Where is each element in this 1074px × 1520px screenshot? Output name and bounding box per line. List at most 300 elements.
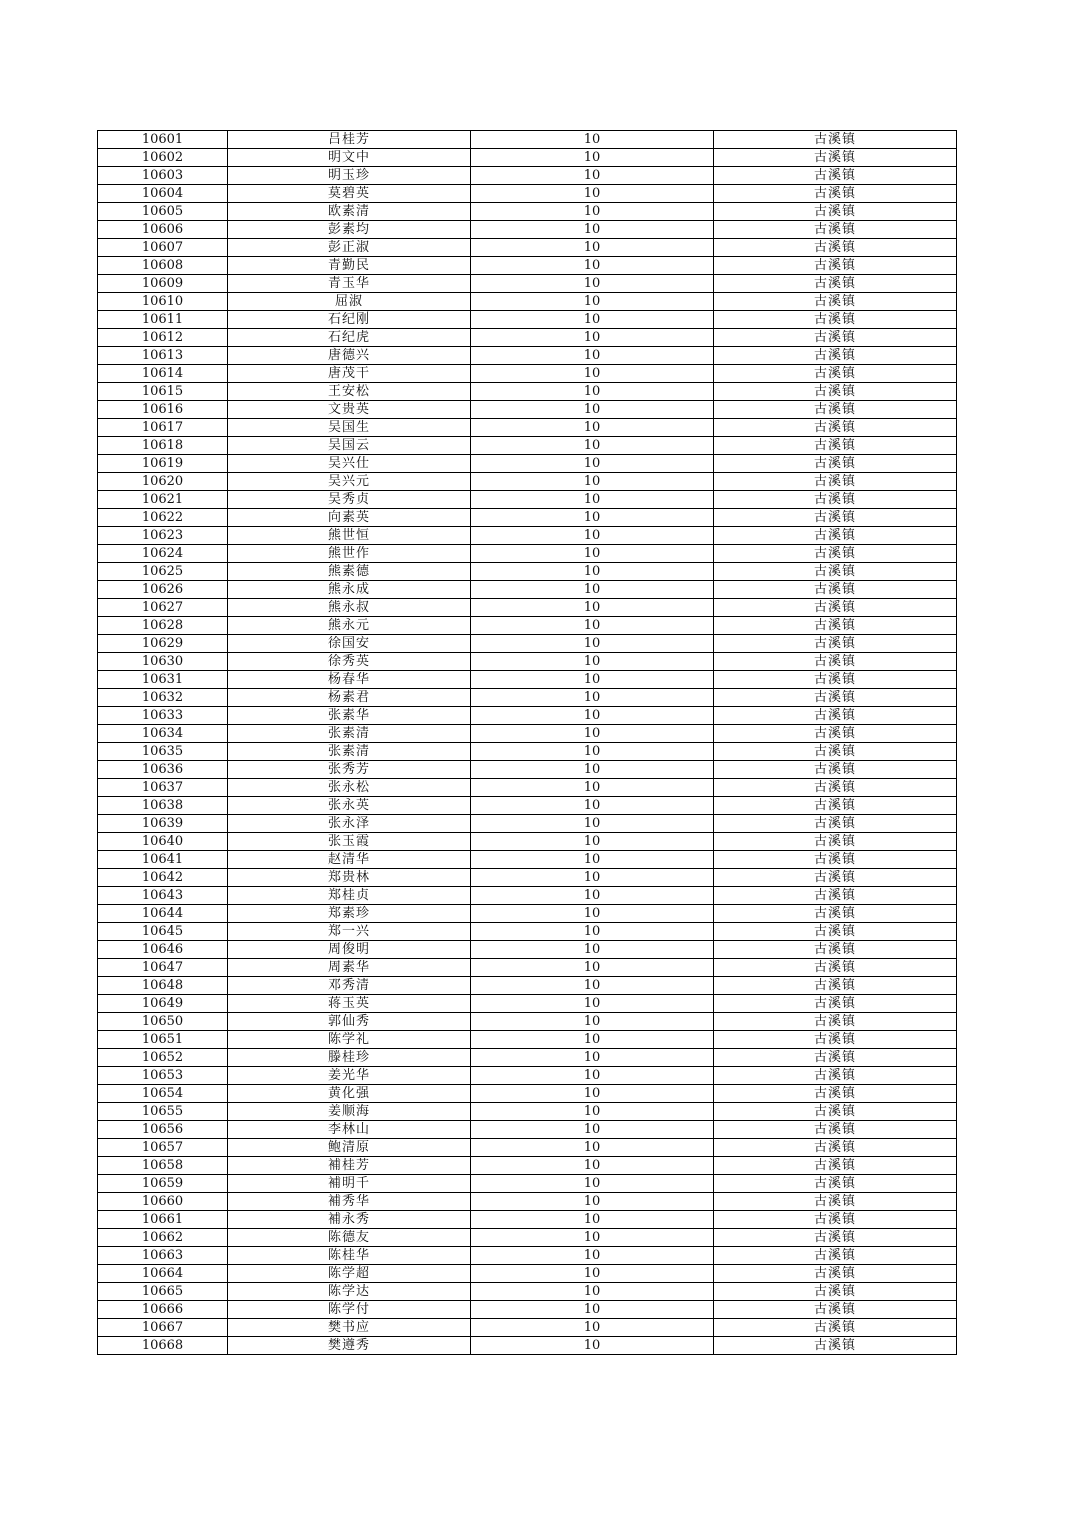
- cell-name: 石纪刚: [228, 311, 471, 329]
- table-row: [98, 149, 957, 167]
- table-row: [98, 959, 957, 977]
- cell-id: 10643: [98, 887, 228, 905]
- table-row: [98, 1103, 957, 1121]
- cell-amount: 10: [471, 689, 714, 707]
- table-row: [98, 1013, 957, 1031]
- cell-name: 张素清: [228, 725, 471, 743]
- cell-amount: 10: [471, 473, 714, 491]
- table-row: [98, 311, 957, 329]
- cell-name: 熊永成: [228, 581, 471, 599]
- cell-id: 10601: [98, 131, 228, 149]
- cell-name: 张秀芳: [228, 761, 471, 779]
- cell-name: 郑一兴: [228, 923, 471, 941]
- table-row: [98, 707, 957, 725]
- cell-town: 古溪镇: [714, 923, 957, 941]
- cell-amount: 10: [471, 509, 714, 527]
- cell-name: 熊永元: [228, 617, 471, 635]
- cell-name: 唐茂干: [228, 365, 471, 383]
- cell-town: 古溪镇: [714, 743, 957, 761]
- table-row: [98, 1283, 957, 1301]
- table-row: [98, 545, 957, 563]
- table-row: [98, 1301, 957, 1319]
- cell-id: 10608: [98, 257, 228, 275]
- cell-town: 古溪镇: [714, 1337, 957, 1355]
- cell-name: 张永松: [228, 779, 471, 797]
- cell-id: 10640: [98, 833, 228, 851]
- table-row: [98, 905, 957, 923]
- cell-name: 张玉霞: [228, 833, 471, 851]
- cell-town: 古溪镇: [714, 1301, 957, 1319]
- cell-id: 10656: [98, 1121, 228, 1139]
- cell-id: 10665: [98, 1283, 228, 1301]
- cell-name: 陈桂华: [228, 1247, 471, 1265]
- table-row: [98, 1085, 957, 1103]
- cell-town: 古溪镇: [714, 1229, 957, 1247]
- cell-town: 古溪镇: [714, 491, 957, 509]
- table-row: [98, 797, 957, 815]
- cell-amount: 10: [471, 1049, 714, 1067]
- cell-name: 彭素均: [228, 221, 471, 239]
- cell-town: 古溪镇: [714, 725, 957, 743]
- table-row: [98, 977, 957, 995]
- cell-name: 李林山: [228, 1121, 471, 1139]
- cell-amount: 10: [471, 293, 714, 311]
- cell-town: 古溪镇: [714, 635, 957, 653]
- cell-amount: 10: [471, 1085, 714, 1103]
- cell-name: 张素清: [228, 743, 471, 761]
- cell-id: 10645: [98, 923, 228, 941]
- cell-amount: 10: [471, 1031, 714, 1049]
- cell-name: 補桂芳: [228, 1157, 471, 1175]
- cell-town: 古溪镇: [714, 1175, 957, 1193]
- table-row: [98, 1319, 957, 1337]
- cell-amount: 10: [471, 995, 714, 1013]
- table-row: [98, 1211, 957, 1229]
- cell-town: 古溪镇: [714, 1067, 957, 1085]
- cell-amount: 10: [471, 797, 714, 815]
- cell-name: 黄化强: [228, 1085, 471, 1103]
- cell-id: 10661: [98, 1211, 228, 1229]
- cell-amount: 10: [471, 1247, 714, 1265]
- cell-name: 樊遵秀: [228, 1337, 471, 1355]
- table-row: [98, 671, 957, 689]
- cell-town: 古溪镇: [714, 527, 957, 545]
- cell-id: 10603: [98, 167, 228, 185]
- cell-name: 欧素清: [228, 203, 471, 221]
- cell-id: 10660: [98, 1193, 228, 1211]
- table-row: [98, 689, 957, 707]
- table-row: [98, 635, 957, 653]
- cell-name: 姜顺海: [228, 1103, 471, 1121]
- cell-id: 10619: [98, 455, 228, 473]
- cell-amount: 10: [471, 1067, 714, 1085]
- cell-amount: 10: [471, 743, 714, 761]
- cell-name: 吴兴元: [228, 473, 471, 491]
- table-row: [98, 473, 957, 491]
- cell-amount: 10: [471, 1265, 714, 1283]
- cell-town: 古溪镇: [714, 1157, 957, 1175]
- table-row: [98, 1247, 957, 1265]
- cell-name: 郑桂贞: [228, 887, 471, 905]
- cell-town: 古溪镇: [714, 1283, 957, 1301]
- roster-sheet: [97, 130, 956, 1355]
- table-row: [98, 509, 957, 527]
- cell-town: 古溪镇: [714, 311, 957, 329]
- table-row: [98, 221, 957, 239]
- cell-amount: 10: [471, 761, 714, 779]
- cell-amount: 10: [471, 203, 714, 221]
- cell-name: 陈学付: [228, 1301, 471, 1319]
- cell-amount: 10: [471, 617, 714, 635]
- cell-town: 古溪镇: [714, 563, 957, 581]
- cell-id: 10651: [98, 1031, 228, 1049]
- cell-id: 10623: [98, 527, 228, 545]
- cell-name: 向素英: [228, 509, 471, 527]
- cell-town: 古溪镇: [714, 473, 957, 491]
- cell-name: 文贵英: [228, 401, 471, 419]
- cell-id: 10617: [98, 419, 228, 437]
- table-row: [98, 1193, 957, 1211]
- table-row: [98, 941, 957, 959]
- cell-id: 10668: [98, 1337, 228, 1355]
- cell-town: 古溪镇: [714, 275, 957, 293]
- roster-table: [97, 130, 957, 1355]
- cell-name: 吴兴仕: [228, 455, 471, 473]
- cell-town: 古溪镇: [714, 257, 957, 275]
- cell-town: 古溪镇: [714, 617, 957, 635]
- cell-town: 古溪镇: [714, 347, 957, 365]
- cell-id: 10610: [98, 293, 228, 311]
- table-row: [98, 491, 957, 509]
- cell-name: 補永秀: [228, 1211, 471, 1229]
- table-row: [98, 203, 957, 221]
- cell-name: 熊世作: [228, 545, 471, 563]
- cell-name: 唐德兴: [228, 347, 471, 365]
- table-row: [98, 131, 957, 149]
- cell-amount: 10: [471, 671, 714, 689]
- cell-amount: 10: [471, 1121, 714, 1139]
- cell-amount: 10: [471, 149, 714, 167]
- cell-amount: 10: [471, 905, 714, 923]
- cell-name: 杨素君: [228, 689, 471, 707]
- table-row: [98, 437, 957, 455]
- cell-id: 10646: [98, 941, 228, 959]
- cell-id: 10648: [98, 977, 228, 995]
- cell-town: 古溪镇: [714, 509, 957, 527]
- cell-town: 古溪镇: [714, 149, 957, 167]
- cell-amount: 10: [471, 275, 714, 293]
- cell-town: 古溪镇: [714, 383, 957, 401]
- cell-town: 古溪镇: [714, 1265, 957, 1283]
- cell-town: 古溪镇: [714, 599, 957, 617]
- cell-id: 10621: [98, 491, 228, 509]
- cell-id: 10607: [98, 239, 228, 257]
- cell-name: 张永英: [228, 797, 471, 815]
- table-row: [98, 869, 957, 887]
- cell-id: 10634: [98, 725, 228, 743]
- cell-town: 古溪镇: [714, 1211, 957, 1229]
- cell-town: 古溪镇: [714, 1103, 957, 1121]
- cell-town: 古溪镇: [714, 707, 957, 725]
- cell-amount: 10: [471, 1301, 714, 1319]
- cell-town: 古溪镇: [714, 1013, 957, 1031]
- cell-town: 古溪镇: [714, 977, 957, 995]
- cell-name: 滕桂珍: [228, 1049, 471, 1067]
- cell-amount: 10: [471, 851, 714, 869]
- cell-town: 古溪镇: [714, 671, 957, 689]
- cell-id: 10647: [98, 959, 228, 977]
- cell-amount: 10: [471, 941, 714, 959]
- cell-town: 古溪镇: [714, 1139, 957, 1157]
- cell-amount: 10: [471, 1229, 714, 1247]
- cell-id: 10666: [98, 1301, 228, 1319]
- cell-id: 10620: [98, 473, 228, 491]
- cell-id: 10655: [98, 1103, 228, 1121]
- table-row: [98, 1265, 957, 1283]
- cell-id: 10642: [98, 869, 228, 887]
- cell-id: 10654: [98, 1085, 228, 1103]
- table-row: [98, 401, 957, 419]
- cell-amount: 10: [471, 563, 714, 581]
- cell-id: 10650: [98, 1013, 228, 1031]
- cell-id: 10609: [98, 275, 228, 293]
- cell-town: 古溪镇: [714, 203, 957, 221]
- table-row: [98, 599, 957, 617]
- cell-amount: 10: [471, 1013, 714, 1031]
- cell-town: 古溪镇: [714, 995, 957, 1013]
- cell-amount: 10: [471, 725, 714, 743]
- table-row: [98, 887, 957, 905]
- cell-id: 10622: [98, 509, 228, 527]
- cell-name: 莫碧英: [228, 185, 471, 203]
- cell-name: 明玉珍: [228, 167, 471, 185]
- cell-id: 10606: [98, 221, 228, 239]
- cell-amount: 10: [471, 1319, 714, 1337]
- cell-town: 古溪镇: [714, 401, 957, 419]
- cell-amount: 10: [471, 977, 714, 995]
- table-row: [98, 1175, 957, 1193]
- cell-name: 吴秀贞: [228, 491, 471, 509]
- cell-name: 石纪虎: [228, 329, 471, 347]
- cell-id: 10639: [98, 815, 228, 833]
- table-row: [98, 1049, 957, 1067]
- cell-id: 10644: [98, 905, 228, 923]
- cell-town: 古溪镇: [714, 221, 957, 239]
- cell-name: 郑贵林: [228, 869, 471, 887]
- cell-name: 熊世恒: [228, 527, 471, 545]
- table-row: [98, 185, 957, 203]
- cell-town: 古溪镇: [714, 959, 957, 977]
- cell-name: 赵清华: [228, 851, 471, 869]
- roster-table-body: [98, 131, 957, 1355]
- cell-town: 古溪镇: [714, 1085, 957, 1103]
- cell-amount: 10: [471, 455, 714, 473]
- cell-id: 10659: [98, 1175, 228, 1193]
- cell-amount: 10: [471, 221, 714, 239]
- table-row: [98, 995, 957, 1013]
- cell-amount: 10: [471, 887, 714, 905]
- cell-town: 古溪镇: [714, 239, 957, 257]
- table-row: [98, 455, 957, 473]
- cell-town: 古溪镇: [714, 1049, 957, 1067]
- cell-id: 10636: [98, 761, 228, 779]
- cell-amount: 10: [471, 527, 714, 545]
- cell-id: 10613: [98, 347, 228, 365]
- table-row: [98, 653, 957, 671]
- table-row: [98, 833, 957, 851]
- cell-name: 姜光华: [228, 1067, 471, 1085]
- cell-id: 10658: [98, 1157, 228, 1175]
- cell-town: 古溪镇: [714, 653, 957, 671]
- cell-name: 陈学达: [228, 1283, 471, 1301]
- cell-id: 10629: [98, 635, 228, 653]
- cell-id: 10635: [98, 743, 228, 761]
- cell-town: 古溪镇: [714, 1121, 957, 1139]
- table-row: [98, 419, 957, 437]
- cell-amount: 10: [471, 239, 714, 257]
- cell-amount: 10: [471, 581, 714, 599]
- cell-town: 古溪镇: [714, 293, 957, 311]
- cell-name: 補秀华: [228, 1193, 471, 1211]
- cell-amount: 10: [471, 1157, 714, 1175]
- table-row: [98, 761, 957, 779]
- cell-amount: 10: [471, 635, 714, 653]
- cell-name: 郭仙秀: [228, 1013, 471, 1031]
- cell-id: 10612: [98, 329, 228, 347]
- cell-name: 陈学超: [228, 1265, 471, 1283]
- cell-name: 张永泽: [228, 815, 471, 833]
- table-row: [98, 581, 957, 599]
- cell-name: 徐秀英: [228, 653, 471, 671]
- cell-town: 古溪镇: [714, 1247, 957, 1265]
- table-row: [98, 779, 957, 797]
- cell-id: 10630: [98, 653, 228, 671]
- cell-id: 10631: [98, 671, 228, 689]
- table-row: [98, 527, 957, 545]
- cell-id: 10637: [98, 779, 228, 797]
- cell-name: 陈学礼: [228, 1031, 471, 1049]
- table-row: [98, 1229, 957, 1247]
- table-row: [98, 239, 957, 257]
- table-row: [98, 293, 957, 311]
- table-row: [98, 1121, 957, 1139]
- cell-name: 杨春华: [228, 671, 471, 689]
- cell-id: 10652: [98, 1049, 228, 1067]
- cell-town: 古溪镇: [714, 131, 957, 149]
- cell-name: 熊永叔: [228, 599, 471, 617]
- cell-id: 10632: [98, 689, 228, 707]
- cell-amount: 10: [471, 833, 714, 851]
- cell-name: 屈淑: [228, 293, 471, 311]
- cell-id: 10616: [98, 401, 228, 419]
- cell-town: 古溪镇: [714, 797, 957, 815]
- cell-id: 10633: [98, 707, 228, 725]
- cell-town: 古溪镇: [714, 365, 957, 383]
- cell-name: 张素华: [228, 707, 471, 725]
- cell-town: 古溪镇: [714, 1193, 957, 1211]
- table-row: [98, 383, 957, 401]
- cell-id: 10657: [98, 1139, 228, 1157]
- table-row: [98, 725, 957, 743]
- cell-id: 10653: [98, 1067, 228, 1085]
- table-row: [98, 329, 957, 347]
- table-row: [98, 617, 957, 635]
- cell-amount: 10: [471, 347, 714, 365]
- cell-town: 古溪镇: [714, 581, 957, 599]
- cell-id: 10626: [98, 581, 228, 599]
- cell-id: 10649: [98, 995, 228, 1013]
- cell-town: 古溪镇: [714, 779, 957, 797]
- cell-id: 10627: [98, 599, 228, 617]
- cell-town: 古溪镇: [714, 761, 957, 779]
- cell-name: 陈德友: [228, 1229, 471, 1247]
- cell-amount: 10: [471, 1139, 714, 1157]
- table-row: [98, 563, 957, 581]
- cell-name: 王安松: [228, 383, 471, 401]
- cell-id: 10641: [98, 851, 228, 869]
- cell-id: 10618: [98, 437, 228, 455]
- cell-town: 古溪镇: [714, 905, 957, 923]
- cell-id: 10625: [98, 563, 228, 581]
- cell-amount: 10: [471, 1283, 714, 1301]
- cell-name: 樊书应: [228, 1319, 471, 1337]
- cell-town: 古溪镇: [714, 329, 957, 347]
- table-row: [98, 743, 957, 761]
- cell-amount: 10: [471, 329, 714, 347]
- cell-id: 10663: [98, 1247, 228, 1265]
- cell-name: 青勤民: [228, 257, 471, 275]
- table-row: [98, 275, 957, 293]
- cell-town: 古溪镇: [714, 833, 957, 851]
- cell-id: 10604: [98, 185, 228, 203]
- cell-amount: 10: [471, 653, 714, 671]
- cell-town: 古溪镇: [714, 419, 957, 437]
- cell-id: 10664: [98, 1265, 228, 1283]
- cell-id: 10614: [98, 365, 228, 383]
- table-row: [98, 923, 957, 941]
- cell-amount: 10: [471, 167, 714, 185]
- table-row: [98, 815, 957, 833]
- cell-amount: 10: [471, 491, 714, 509]
- cell-town: 古溪镇: [714, 455, 957, 473]
- table-row: [98, 365, 957, 383]
- cell-name: 周俊明: [228, 941, 471, 959]
- table-row: [98, 1067, 957, 1085]
- cell-name: 吕桂芳: [228, 131, 471, 149]
- cell-name: 吴国云: [228, 437, 471, 455]
- cell-town: 古溪镇: [714, 887, 957, 905]
- cell-town: 古溪镇: [714, 167, 957, 185]
- cell-name: 補明千: [228, 1175, 471, 1193]
- cell-amount: 10: [471, 959, 714, 977]
- cell-amount: 10: [471, 131, 714, 149]
- cell-amount: 10: [471, 311, 714, 329]
- cell-amount: 10: [471, 257, 714, 275]
- table-row: [98, 1337, 957, 1355]
- table-row: [98, 167, 957, 185]
- cell-name: 徐国安: [228, 635, 471, 653]
- cell-name: 蒋玉英: [228, 995, 471, 1013]
- cell-id: 10667: [98, 1319, 228, 1337]
- cell-town: 古溪镇: [714, 1031, 957, 1049]
- table-row: [98, 1157, 957, 1175]
- cell-amount: 10: [471, 707, 714, 725]
- cell-id: 10624: [98, 545, 228, 563]
- cell-id: 10602: [98, 149, 228, 167]
- cell-name: 青玉华: [228, 275, 471, 293]
- cell-name: 熊素德: [228, 563, 471, 581]
- cell-amount: 10: [471, 815, 714, 833]
